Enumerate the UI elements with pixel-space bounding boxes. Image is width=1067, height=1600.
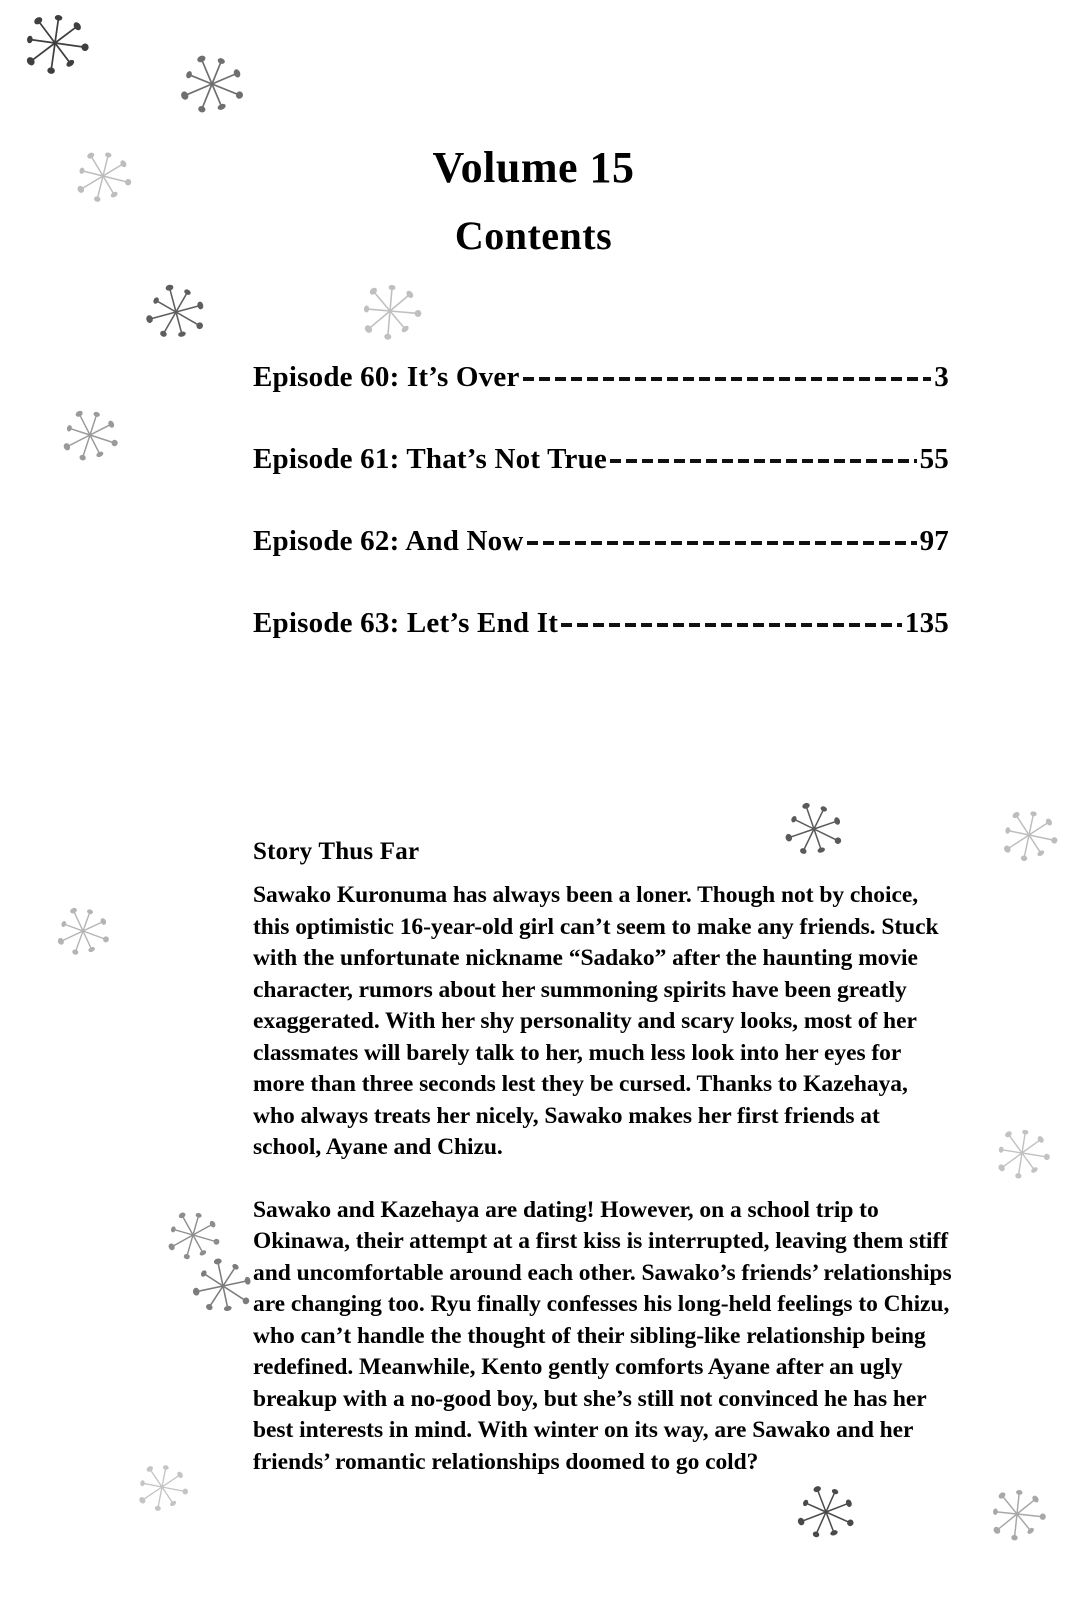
snowflake-icon — [46, 391, 134, 479]
snowflake-icon — [152, 1194, 234, 1276]
story-thus-far-section — [253, 838, 953, 1478]
snowflake-icon — [983, 1114, 1061, 1192]
toc-leader-dots — [523, 357, 932, 386]
snowflake-icon — [778, 1464, 873, 1559]
toc-leader-dots — [561, 603, 902, 632]
toc-leader-dots — [527, 521, 917, 550]
story-body — [253, 880, 953, 1478]
toc-entry-page-number: 55 — [919, 443, 949, 475]
toc-entry[interactable] — [253, 521, 949, 603]
snowflake-icon — [979, 1476, 1056, 1553]
toc-entry[interactable] — [253, 357, 949, 439]
snowflake-icon — [987, 793, 1067, 876]
table-of-contents — [253, 357, 949, 685]
volume-title: Volume 15 — [432, 143, 635, 192]
toc-leader-dots — [610, 439, 917, 468]
snowflake-icon — [9, 0, 102, 89]
snowflake-icon — [124, 1449, 199, 1524]
snowflake-icon — [125, 261, 226, 362]
toc-entry-title: Episode 62: And Now — [253, 525, 524, 557]
contents-heading: Contents — [454, 213, 613, 258]
toc-entry-page-number: 3 — [934, 361, 949, 393]
toc-entry-title: Episode 60: It’s Over — [253, 361, 520, 393]
toc-entry[interactable] — [253, 603, 949, 685]
page-title-block — [0, 143, 1067, 258]
toc-entry-title: Episode 63: Let’s End It — [253, 607, 559, 639]
story-heading: Story Thus Far — [253, 838, 420, 865]
toc-entry-title: Episode 61: That’s Not True — [253, 443, 607, 475]
snowflake-icon — [349, 270, 431, 352]
toc-entry-page-number: 135 — [904, 607, 949, 639]
story-paragraph: Sawako Kuronuma has always been a loner. Though not by choice, this optimistic 16-year-old girl can’t seem to make any friends. Stuck with the unfortunate nickname “Sadako” after the haunting movie character, rumors about her summoning spirits have been greatly exaggerated. With her shy personality and scary looks, most of her classmates will barely talk to her, much less look into her eyes for more than three seconds lest they be cursed. Thanks to Kazehaya, who always treats her nicely, Sawako makes her first friends at school, Ayane and Chizu. — [253, 882, 939, 1160]
toc-entry[interactable] — [253, 439, 949, 521]
toc-entry-page-number: 97 — [919, 525, 949, 557]
snowflake-icon — [41, 889, 126, 974]
story-paragraph: Sawako and Kazehaya are dating! However, on a school trip to Okinawa, their attempt at a first kiss is interrupted, leaving them stiff and uncomfortable around each other. Sawako’s friends’ relationships are changing too. Ryu finally confesses his long-held feelings to Chizu, who can’t handle the thought of their sibling-like relationship being redefined. Meanwhile, Kento gently comforts Ayane after an ugly breakup with a no-good boy, but she’s still not convinced he has her best interests in mind. With winter on its way, are Sawako and her friends’ romantic relationships doomed to go cold? — [253, 1196, 952, 1475]
snowflake-icon — [160, 32, 264, 136]
